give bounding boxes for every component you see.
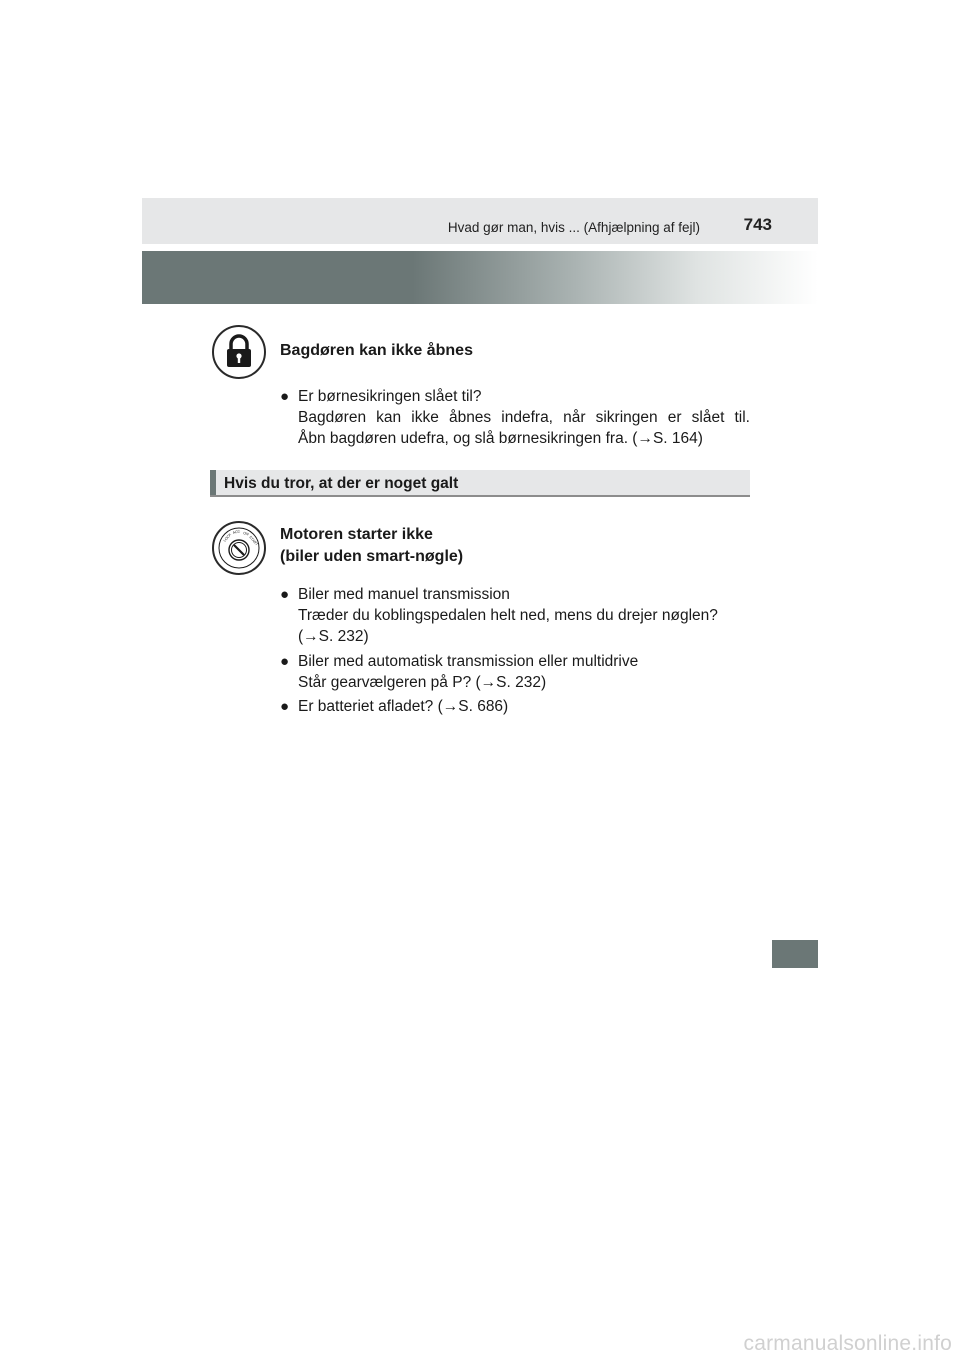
watermark: carmanualsonline.info — [743, 1332, 952, 1355]
item-text: (→S. 232) — [298, 628, 369, 645]
ignition-label-start: START — [248, 535, 259, 547]
ignition-label-acc: ACC — [232, 529, 241, 535]
item-title: Er børnesikringen slået til? — [298, 388, 482, 405]
item-title: Biler med manuel transmission — [298, 586, 510, 603]
bullet-icon: ● — [280, 586, 290, 603]
bullet-icon: ● — [280, 653, 290, 670]
section-title: Hvis du tror, at der er noget galt — [224, 475, 459, 492]
section-heading-engine — [280, 524, 463, 568]
section-title-bar — [210, 470, 750, 497]
bullet-icon: ● — [280, 388, 290, 405]
section-heading-rear-door: Bagdøren kan ikke åbnes — [280, 342, 473, 359]
heading-line: Motoren starter ikke — [280, 526, 433, 543]
list-item — [280, 651, 750, 693]
list-item — [280, 386, 750, 449]
item-text: Bagdøren kan ikke åbnes indefra, når sikringen er slået til. — [298, 409, 750, 426]
ignition-label-on: ON — [242, 531, 249, 537]
page-header — [142, 198, 818, 244]
header-title: Hvad gør man, hvis ... (Afhjælpning af fejl) — [447, 220, 700, 235]
ignition-switch-icon — [212, 521, 266, 575]
item-text: Står gearvælgeren på P? (→S. 232) — [298, 674, 547, 691]
list-item — [280, 696, 750, 717]
padlock-icon — [212, 325, 266, 379]
heading-line: (biler uden smart-nøgle) — [280, 548, 464, 565]
list-item — [280, 584, 750, 647]
bullet-icon: ● — [280, 698, 290, 715]
section-bar-accent — [210, 470, 216, 495]
item-text: Træder du koblingspedalen helt ned, mens du drejer nøglen? — [298, 607, 718, 624]
page-number: 743 — [743, 215, 772, 234]
item-title: Er batteriet afladet? (→S. 686) — [298, 698, 509, 715]
ignition-label-lock: LOCK — [222, 532, 233, 543]
section-gradient-band — [142, 251, 818, 304]
item-title: Biler med automatisk transmission eller multidrive — [298, 653, 639, 670]
item-text: Åbn bagdøren udefra, og slå børnesikringen fra. (→S. 164) — [298, 430, 703, 447]
chapter-tab — [772, 940, 818, 968]
